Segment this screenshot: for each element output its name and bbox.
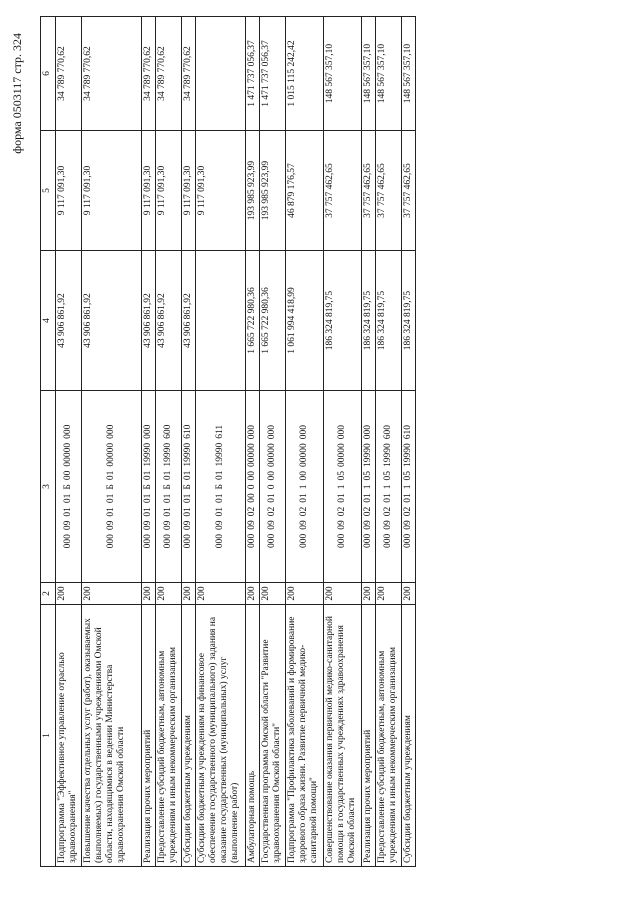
row-approved-amount: 43 906 861,92 [182,251,196,391]
code-segment: 05 [383,471,393,481]
row-executed-amount: 9 117 091,30 [56,131,82,251]
row-remaining-amount: 148 567 357,10 [402,17,416,131]
row-approved-amount: 43 906 861,92 [82,251,142,391]
rotated-report [10,15,600,885]
code-segment: 09 [363,520,373,530]
code-segment: 000 [267,533,277,548]
code-segment: 00000 [337,443,347,467]
row-line-code: 200 [82,583,142,605]
code-segment: 00 [63,470,73,481]
row-remaining-amount: 1 015 115 242,42 [286,17,324,131]
row-executed-amount: 9 117 091,30 [82,131,142,251]
code-segment: 01 [63,493,73,504]
row-remaining-amount: 34 789 770,62 [56,17,82,131]
code-segment: 000 [363,425,373,440]
code-segment: 01 [215,506,225,517]
code-segment: 1 [403,484,413,490]
row-line-code: 200 [260,583,286,605]
code-segment: Б [106,484,116,490]
row-approved-amount: 1 061 994 418,99 [286,251,324,391]
code-segment: 09 [183,520,193,531]
code-segment: 0 [247,484,257,490]
code-segment: 05 [337,471,347,481]
row-executed-amount: 193 985 923,99 [260,131,286,251]
table-row [142,17,156,867]
code-segment: 00 [267,471,277,481]
code-segment: 00 [247,471,257,481]
row-approved-amount: 1 665 722 980,36 [260,251,286,391]
row-remaining-amount: 1 471 737 056,37 [260,17,286,131]
code-segment: 01 [383,493,393,503]
row-remaining-amount: 34 789 770,62 [156,17,182,131]
code-segment: 19990 [163,442,173,467]
row-executed-amount: 37 757 462,65 [402,131,416,251]
code-segment: 000 [247,533,257,548]
code-segment: 000 [106,424,116,439]
table-row [260,17,286,867]
code-segment: 09 [383,520,393,530]
code-segment: 01 [106,470,116,481]
table-row [196,17,246,867]
row-classification-code [362,391,376,583]
code-segment: 01 [183,470,193,481]
row-line-code: 200 [324,583,362,605]
row-approved-amount: 1 665 722 980,36 [246,251,260,391]
header-cell: 6 [41,17,56,131]
row-line-code: 200 [402,583,416,605]
code-segment: 01 [183,507,193,517]
code-segment: 01 [143,507,153,517]
code-segment: 1 [363,484,373,490]
row-executed-amount: 37 757 462,65 [376,131,402,251]
header-cell: 3 [41,391,56,583]
table-row [182,17,196,867]
code-segment: 000 [299,425,309,440]
row-line-code: 200 [156,583,182,605]
code-segment: 000 [383,533,393,548]
row-classification-code [196,391,246,583]
code-segment: 01 [163,493,173,504]
row-executed-amount: 37 757 462,65 [324,131,362,251]
row-line-code: 200 [376,583,402,605]
code-segment: 00000 [247,443,257,467]
report-table [40,16,416,867]
code-segment: 00000 [106,442,116,467]
row-line-code: 200 [246,583,260,605]
code-segment: 000 [143,534,153,549]
row-approved-amount: 43 906 861,92 [142,251,156,391]
row-remaining-amount: 1 471 737 056,37 [246,17,260,131]
code-segment: 000 [143,424,153,439]
row-classification-code [286,391,324,583]
row-executed-amount: 193 985 923,99 [246,131,260,251]
row-executed-amount: 46 879 176,57 [286,131,324,251]
code-segment: 02 [247,506,257,517]
row-name: Совершенствование оказания первичной медико-санитарной помощи в государственных учреждениях здравоохранения Омской области [324,605,362,867]
code-segment: 000 [63,424,73,439]
code-segment: 09 [106,520,116,531]
row-executed-amount: 9 117 091,30 [156,131,182,251]
row-name: Реализация прочих мероприятий [142,605,156,867]
row-remaining-amount: 34 789 770,62 [182,17,196,131]
code-segment: 600 [163,424,173,439]
row-classification-code [324,391,362,583]
row-name: Подпрограмма "Профилактика заболеваний и формирование здорового образа жизни. Развитие первичной медико-санитарной помощи" [286,605,324,867]
code-segment: 600 [383,425,393,440]
code-segment: 02 [403,506,413,517]
code-segment: 05 [363,471,373,481]
row-classification-code [260,391,286,583]
row-name: Реализация прочих мероприятий [362,605,376,867]
row-classification-code [402,391,416,583]
code-segment: 01 [267,493,277,503]
row-approved-amount: 43 906 861,92 [56,251,82,391]
row-approved-amount: 43 906 861,92 [156,251,182,391]
code-segment: 00 [247,493,257,503]
code-segment: 000 [299,533,309,548]
row-approved-amount: 186 324 819,75 [324,251,362,391]
code-segment: 000 [267,425,277,440]
code-segment: 1 [337,484,347,490]
code-segment: 01 [183,493,193,504]
row-executed-amount: 9 117 091,30 [196,131,246,251]
row-remaining-amount: 34 789 770,62 [142,17,156,131]
code-segment: 02 [383,506,393,517]
code-segment: 000 [106,534,116,549]
code-segment: 000 [215,533,225,549]
row-classification-code [376,391,402,583]
row-approved-amount: 186 324 819,75 [402,251,416,391]
table-row [324,17,362,867]
code-segment: 09 [403,520,413,530]
row-name: Подпрограмма "Эффективное управление отраслью здравоохранения" [56,605,82,867]
code-segment: 000 [247,425,257,440]
row-remaining-amount: 148 567 357,10 [362,17,376,131]
code-segment: 09 [247,520,257,530]
header-row [41,17,56,867]
code-segment: 19990 [383,443,393,467]
code-segment: 000 [163,534,173,549]
row-executed-amount: 9 117 091,30 [182,131,196,251]
code-segment: 01 [215,493,225,503]
code-segment: 02 [267,506,277,517]
table-row [156,17,182,867]
code-segment: 000 [403,533,413,548]
row-remaining-amount [196,17,246,131]
code-segment: 01 [143,470,153,481]
code-segment: 000 [337,533,347,548]
code-segment: 09 [337,520,347,530]
code-segment: 19990 [403,443,413,467]
code-segment: 00 [299,471,309,481]
code-segment: 000 [337,425,347,440]
code-segment: 09 [163,520,173,531]
form-label: форма 0503117 стр. 324 [10,33,24,154]
code-segment: Б [143,484,153,490]
code-segment: 01 [143,493,153,504]
code-segment: 1 [383,484,393,490]
code-segment: 01 [163,507,173,517]
table-row [376,17,402,867]
row-classification-code [182,391,196,583]
code-segment: 610 [403,425,413,440]
row-classification-code [246,391,260,583]
row-name: Предоставление субсидий бюджетным, автономным учреждениям и иным некоммерческим организациям [376,605,402,867]
code-segment: 01 [337,493,347,503]
row-line-code: 200 [286,583,324,605]
row-approved-amount [196,251,246,391]
code-segment: 000 [63,534,73,549]
code-segment: 09 [267,520,277,530]
code-segment: 01 [363,493,373,503]
row-approved-amount: 186 324 819,75 [376,251,402,391]
row-line-code: 200 [182,583,196,605]
code-segment: Б [183,484,193,490]
row-remaining-amount: 148 567 357,10 [376,17,402,131]
code-segment: 05 [403,471,413,481]
row-remaining-amount: 34 789 770,62 [82,17,142,131]
code-segment: 00000 [267,443,277,467]
code-segment: 09 [215,520,225,530]
header-cell: 1 [41,605,56,867]
table-row [82,17,142,867]
code-segment: 19990 [143,442,153,467]
code-segment: 000 [183,534,193,549]
row-approved-amount: 186 324 819,75 [362,251,376,391]
header-cell: 4 [41,251,56,391]
code-segment: 00000 [63,442,73,467]
code-segment: 19990 [215,442,225,467]
row-name: Государственная программа Омской области "Развитие здравоохранения Омской области" [260,605,286,867]
row-classification-code [82,391,142,583]
code-segment: 000 [363,533,373,548]
row-name: Субсидии бюджетным учреждениям [182,605,196,867]
code-segment: 1 [299,484,309,490]
code-segment: 01 [215,470,225,480]
table-row [246,17,260,867]
row-classification-code [142,391,156,583]
header-cell: 5 [41,131,56,251]
table-row [402,17,416,867]
code-segment: 610 [183,424,193,439]
table-row [286,17,324,867]
code-segment: 09 [63,520,73,531]
row-line-code: 200 [56,583,82,605]
code-segment: 09 [299,520,309,530]
code-segment: 01 [106,493,116,504]
code-segment: 01 [403,493,413,503]
row-line-code: 200 [196,583,246,605]
code-segment: 02 [299,506,309,517]
row-name: Субсидии бюджетным учреждениям [402,605,416,867]
row-executed-amount: 37 757 462,65 [362,131,376,251]
row-name: Повышение качества отдельных услуг (работ), оказываемых (выполняемых) государственными учреждениями Омской области, находящимися в ведении Министерства здравоохранения Омской области [82,605,142,867]
code-segment: 01 [63,507,73,517]
code-segment: 09 [143,520,153,531]
row-name: Субсидии бюджетным учреждениям на финансовое обеспечение государственного (муниципального) задания на оказание государственных (муниципальных) услуг (выполнение работ) [196,605,246,867]
code-segment: 19990 [183,442,193,467]
code-segment: 02 [363,506,373,517]
row-line-code: 200 [362,583,376,605]
code-segment: 02 [337,506,347,517]
row-executed-amount: 9 117 091,30 [142,131,156,251]
code-segment: Б [163,484,173,490]
code-segment: 01 [163,470,173,481]
code-segment: 01 [106,507,116,517]
code-segment: 00000 [299,443,309,467]
code-segment: 611 [215,424,225,439]
row-classification-code [156,391,182,583]
row-name: Амбулаторная помощь [246,605,260,867]
code-segment: 01 [299,493,309,503]
code-segment: Б [63,484,73,490]
code-segment: 0 [267,484,277,490]
header-cell: 2 [41,583,56,605]
table-row [362,17,376,867]
code-segment: 19990 [363,443,373,467]
code-segment: Б [215,483,225,490]
row-remaining-amount: 148 567 357,10 [324,17,362,131]
table-row [56,17,82,867]
row-classification-code [56,391,82,583]
row-line-code: 200 [142,583,156,605]
row-name: Предоставление субсидий бюджетным, автономным учреждениям и иным некоммерческим организациям [156,605,182,867]
